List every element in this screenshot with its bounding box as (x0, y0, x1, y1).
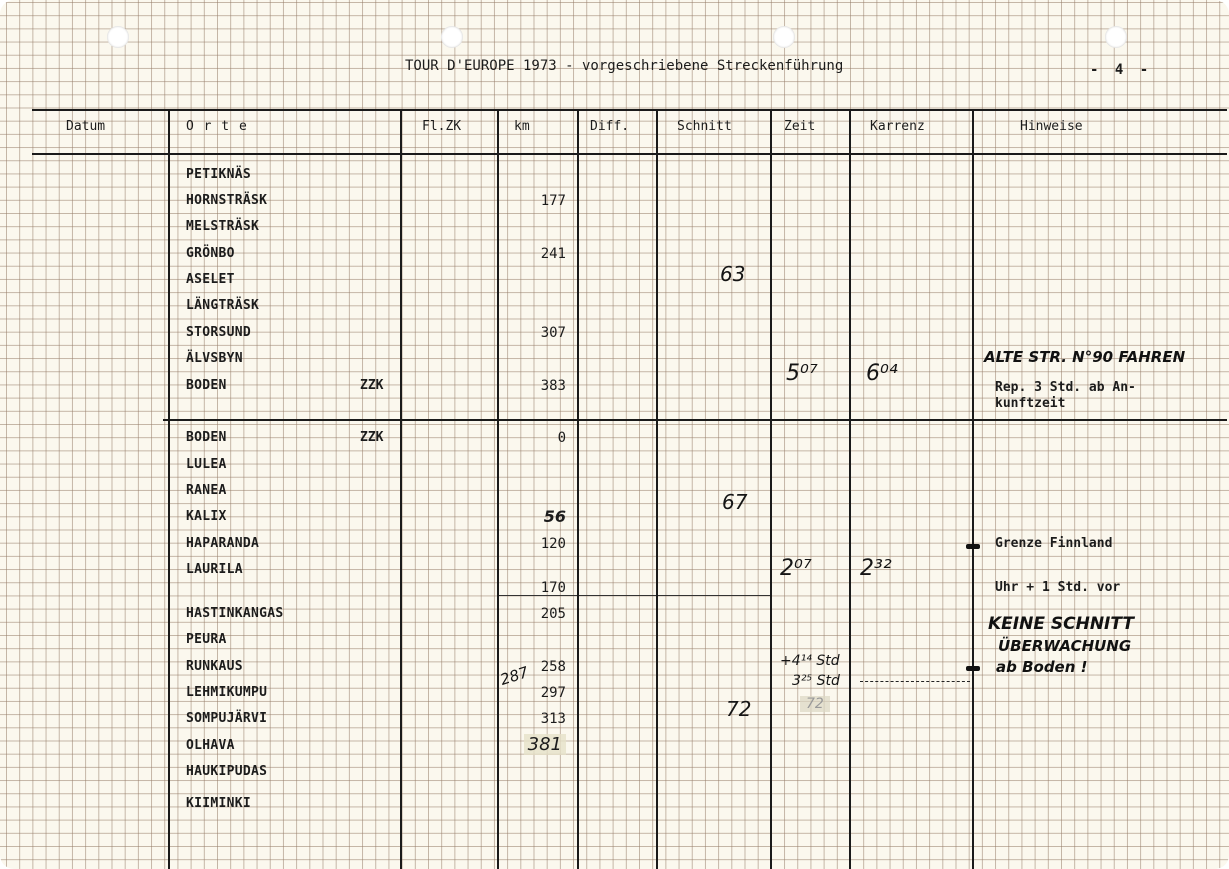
col-header-km: km (514, 119, 530, 134)
km-value: 241 (540, 246, 566, 262)
zeit-value: 5⁰⁷ (786, 361, 818, 386)
col-header-zeit: Zeit (784, 119, 816, 134)
km-value: 0 (557, 430, 566, 446)
km-value: 381 (524, 734, 566, 755)
place-name: LAURILA (186, 562, 243, 577)
column-line (577, 109, 579, 869)
column-line (770, 109, 772, 869)
page-number: - 4 - (1090, 62, 1153, 78)
column-line (972, 109, 974, 869)
place-name: MELSTRÄSK (186, 219, 260, 234)
hinweis-text: Uhr + 1 Std. vor (995, 580, 1121, 595)
bullet-marker (966, 544, 980, 549)
place-name: RANEA (186, 483, 227, 498)
column-line (849, 109, 851, 869)
km-value: 383 (540, 378, 566, 394)
place-name: OLHAVA (186, 738, 235, 753)
place-name: GRÖNBO (186, 246, 235, 261)
km-value: 170 (540, 580, 566, 596)
karrenz-value: 6⁰⁴ (866, 361, 898, 386)
km-value: 297 (540, 685, 566, 701)
punch-hole (107, 26, 129, 48)
col-header-hinweise: Hinweise (1020, 119, 1083, 134)
punch-hole (441, 26, 463, 48)
hinweis-handwritten: ÜBERWACHUNG (998, 637, 1132, 655)
place-name: BODEN (186, 378, 227, 393)
schnitt-value: 67 (722, 490, 748, 514)
km-value: 307 (540, 325, 566, 341)
place-name: LÄNGTRÄSK (186, 298, 260, 313)
km-value: 56 (543, 507, 566, 526)
col-header-datum: Datum (66, 119, 106, 134)
place-name: STORSUND (186, 325, 252, 340)
schnitt-value: 63 (720, 262, 746, 286)
col-header-karrenz: Karrenz (870, 119, 925, 134)
table-top-rule (32, 109, 1227, 111)
flzk-value: ZZK (360, 378, 384, 393)
km-value: 205 (540, 606, 566, 622)
laurila-subrule (498, 595, 770, 596)
bullet-marker (966, 666, 980, 671)
place-name: PEURA (186, 632, 227, 647)
place-name: HASTINKANGAS (186, 606, 284, 621)
col-header-schnitt: Schnitt (677, 119, 732, 134)
punch-hole (773, 26, 795, 48)
hinweis-handwritten: ab Boden ! (996, 658, 1088, 676)
place-name: HAUKIPUDAS (186, 764, 268, 779)
place-name: BODEN (186, 430, 227, 445)
col-header-orte: O r t e (186, 119, 248, 134)
column-line (497, 109, 499, 869)
schnitt-value: 72 (726, 697, 752, 721)
zeit-faint-value: 72 (800, 696, 830, 712)
place-name: LULEA (186, 457, 227, 472)
col-header-diff: Diff. (590, 119, 630, 134)
column-line (168, 109, 170, 869)
km-value: 313 (540, 711, 566, 727)
punch-hole (1105, 26, 1127, 48)
place-name: KIIMINKI (186, 796, 252, 811)
zeit-value: +4¹⁴ Std (780, 653, 840, 669)
karrenz-value: 2³² (860, 556, 892, 581)
zeit-value: 2⁰⁷ (780, 556, 812, 581)
zeit-value: 3²⁵ Std (792, 673, 840, 689)
place-name: HAPARANDA (186, 536, 260, 551)
place-name: RUNKAUS (186, 659, 243, 674)
column-line (656, 109, 658, 869)
section-divider (163, 419, 1227, 421)
place-name: HORNSTRÄSK (186, 193, 268, 208)
hinweis-text: kunftzeit (995, 396, 1066, 411)
place-name: ASELET (186, 272, 235, 287)
place-name: KALIX (186, 509, 227, 524)
km-handwritten: 287 (497, 663, 531, 689)
km-value: 258 (540, 659, 566, 675)
place-name: LEHMIKUMPU (186, 685, 268, 700)
km-value: 177 (540, 193, 566, 209)
hinweis-text: Grenze Finnland (995, 536, 1113, 551)
km-value: 120 (540, 536, 566, 552)
column-line (400, 109, 402, 869)
place-name: SOMPUJÄRVI (186, 711, 268, 726)
table-header-rule (32, 153, 1227, 155)
hinweis-handwritten: ALTE STR. N°90 FAHREN (984, 348, 1186, 366)
flzk-value: ZZK (360, 430, 384, 445)
place-name: ÄLVSBYN (186, 351, 243, 366)
page-title: TOUR D'EUROPE 1973 - vorgeschriebene Streckenführung (405, 58, 844, 74)
place-name: PETIKNÄS (186, 167, 252, 182)
hinweis-handwritten: KEINE SCHNITT (988, 614, 1134, 634)
hinweis-text: Rep. 3 Std. ab An- (995, 380, 1136, 395)
col-header-flzk: Fl.ZK (422, 119, 462, 134)
dashed-leader (860, 681, 970, 682)
